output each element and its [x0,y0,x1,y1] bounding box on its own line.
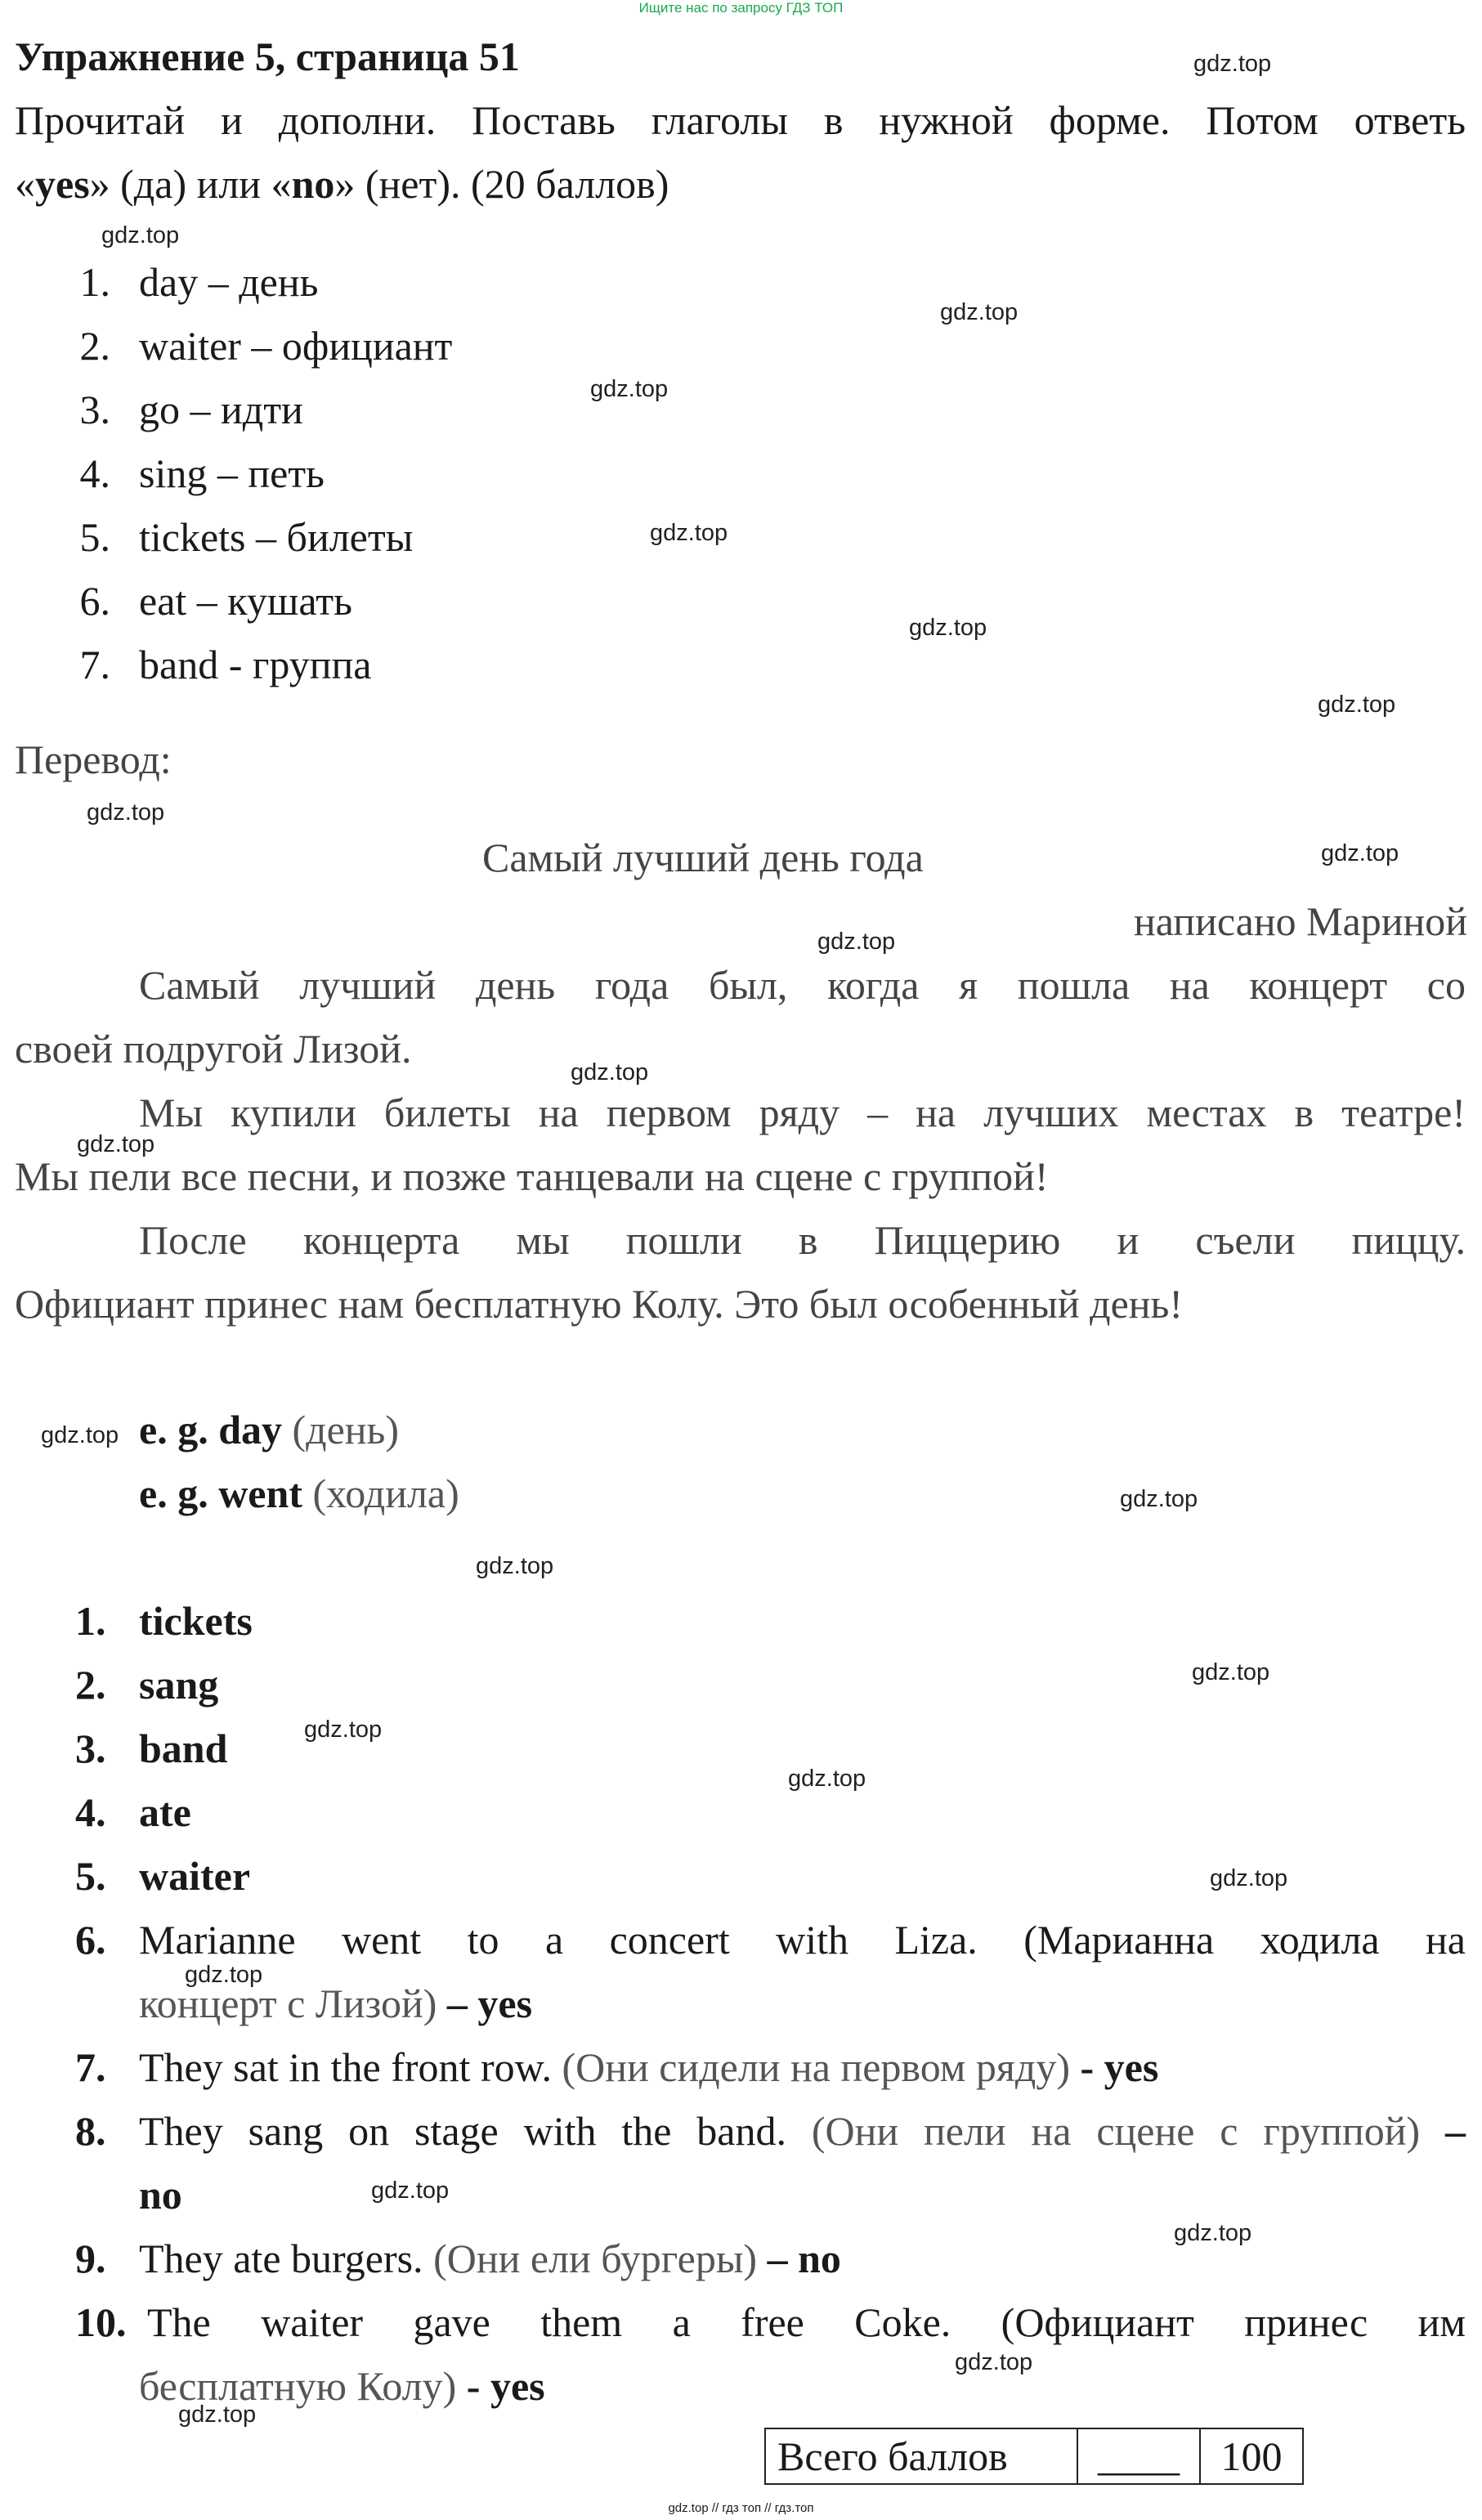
vocab-item: band - группа [139,642,372,687]
translation-paragraph-2a: Мы купили билеты на первом ряду – на лучших местах в театре! [139,1090,1466,1135]
watermark: gdz.top [788,1766,866,1792]
answer-text: They ate burgers. (Они ели бургеры) – no [139,2236,841,2281]
bottom-banner: gdz.top // гдз топ // гдз.топ [668,2501,814,2515]
vocab-item: sing – петь [139,450,325,496]
translation-paragraph-3b: Официант принес нам бесплатную Колу. Это был особенный день! [15,1281,1184,1327]
watermark: gdz.top [571,1059,649,1085]
vocab-item: eat – кушать [139,578,352,624]
answer-text: sang [139,1662,219,1708]
answer-text: The waiter gave them a free Coke. (Официант принес им [147,2299,1466,2345]
watermark: gdz.top [955,2349,1033,2375]
vocab-item: day – день [139,259,319,305]
watermark: gdz.top [87,799,165,826]
watermark: gdz.top [304,1717,383,1743]
watermark: gdz.top [371,2178,450,2204]
vocab-number: 5. [79,514,110,560]
watermark: gdz.top [817,929,896,955]
watermark: gdz.top [650,520,728,546]
watermark: gdz.top [1174,2220,1252,2246]
translation-paragraph-1b: своей подругой Лизой. [15,1026,412,1072]
answer-number: 6. [75,1917,106,1963]
answer-number: 3. [75,1726,106,1771]
answer-text-continued: бесплатную Колу) - yes [139,2363,545,2409]
page-title: Упражнение 5, страница 51 [15,34,520,79]
score-blank: ____ [1077,2428,1200,2484]
answer-text-continued: концерт с Лизой) – yes [139,1981,533,2026]
vocab-number: 4. [79,450,110,496]
answer-text: They sat in the front row. (Они сидели на первом ряду) - yes [139,2044,1159,2090]
watermark: gdz.top [1321,840,1399,866]
answer-text: ate [139,1789,191,1835]
watermark: gdz.top [476,1553,554,1579]
watermark: gdz.top [1318,692,1396,718]
translation-paragraph-3a: После концерта мы пошли в Пиццерию и съели пиццу. [139,1217,1466,1263]
watermark: gdz.top [77,1131,155,1157]
answer-text: waiter [139,1853,251,1899]
answer-number: 4. [75,1789,106,1835]
example-1: e. g. day (день) [139,1407,399,1452]
answer-text: band [139,1726,228,1771]
watermark: gdz.top [1193,51,1272,77]
answer-number: 2. [75,1662,106,1708]
translation-paragraph-2b: Мы пели все песни, и позже танцевали на сцене с группой! [15,1153,1049,1199]
translation-label: Перевод: [15,736,172,782]
watermark: gdz.top [940,299,1019,325]
watermark: gdz.top [1210,1865,1288,1891]
vocab-number: 7. [79,642,110,687]
answer-number: 1. [75,1598,106,1644]
answer-text: They sang on stage with the band. (Они пели на сцене с группой) – [139,2108,1466,2154]
vocab-number: 2. [79,323,110,369]
translation-heading: Самый лучший день года [482,835,924,880]
vocab-number: 1. [79,259,110,305]
watermark: gdz.top [41,1422,119,1448]
instruction-line-2: «yes» (да) или «no» (нет). (20 баллов) [15,161,669,207]
vocab-number: 6. [79,578,110,624]
answer-number: 9. [75,2236,106,2281]
watermark: gdz.top [185,1962,263,1988]
watermark: gdz.top [590,376,669,402]
score-label: Всего баллов [765,2428,1077,2484]
instruction-line-1: Прочитай и дополни. Поставь глаголы в нужной форме. Потом ответь [15,97,1466,143]
translation-paragraph-1a: Самый лучший день года был, когда я пошла на концерт со [139,962,1466,1008]
watermark: gdz.top [101,222,180,248]
translation-author: написано Мариной [1134,898,1467,944]
answer-text: tickets [139,1598,253,1644]
score-table [764,2428,1304,2485]
score-max: 100 [1200,2428,1303,2484]
top-banner: Ищите нас по запросу ГДЗ ТОП [638,0,844,16]
watermark: gdz.top [178,2401,257,2428]
watermark: gdz.top [1120,1486,1198,1512]
answer-number: 7. [75,2044,106,2090]
watermark: gdz.top [909,615,987,641]
watermark: gdz.top [1192,1659,1270,1685]
vocab-item: tickets – билеты [139,514,414,560]
answer-text: Marianne went to a concert with Liza. (Марианна ходила на [139,1917,1466,1963]
vocab-number: 3. [79,387,110,432]
answer-number: 5. [75,1853,106,1899]
vocab-item: waiter – официант [139,323,453,369]
answer-number: 8. [75,2108,106,2154]
answer-verdict: no [139,2172,182,2218]
example-2: e. g. went (ходила) [139,1470,459,1516]
vocab-item: go – идти [139,387,303,432]
answer-number: 10. [75,2299,127,2345]
